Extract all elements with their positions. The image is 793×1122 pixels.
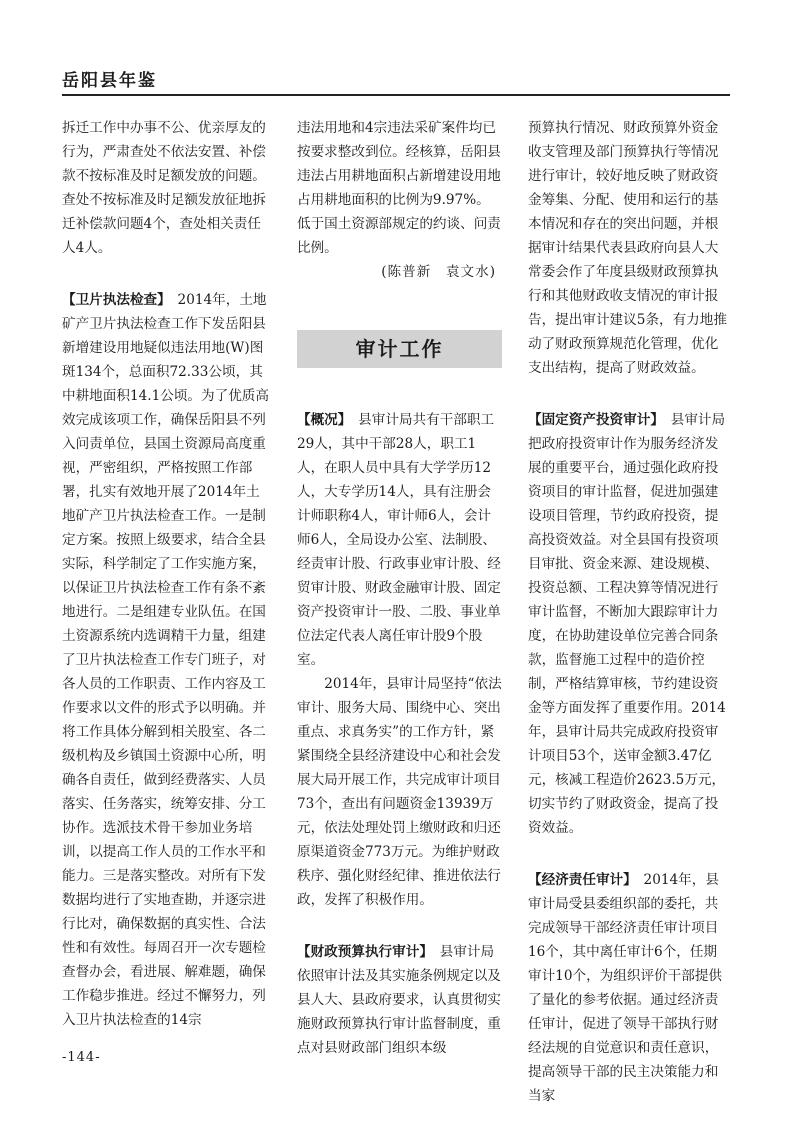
paragraph-economic-responsibility-audit [528, 868, 730, 1108]
paragraph-satellite-enforcement [62, 288, 273, 1032]
yearbook-title: 岳阳县年鉴 [62, 71, 157, 91]
header-rule [62, 94, 730, 96]
heading-fixed-asset-audit: 【固定资产投资审计】 [528, 412, 658, 428]
heading-budget-audit: 【财政预算执行审计】 [297, 944, 427, 960]
paragraph-budget-audit-cont: 预算执行情况、财政预算外资金收支管理及部门预算执行等情况进行审计，较好地反映了财政资金筹集、分配、使用和运行的基本情况和存在的突出问题，并根据审计结果代表县政府向县人大常委会作了年度县级财政预算执行和其他财政收支情况的审计报告，提出审计建议5条，有力地推动了财政预算规范化管理，优化支出结构，提高了财政效益。 [528, 120, 727, 376]
heading-overview: 【概况】 [297, 412, 345, 428]
column-3 [528, 116, 730, 1108]
author-credit: (陈普新 袁文水) [381, 264, 496, 280]
body-fixed-asset-audit: 县审计局把政府投资审计作为服务经济发展的重要平台，通过强化政府投资项目的审计监督，促进加强建设项目管理，节约政府投资，提高投资效益。对全县国有投资项目审批、资金来源、建设规模、投资总额、工程决算等情况进行审计监督，不断加大跟踪审计力度，在协助建设单位完善合同条款，监督施工过程中的造价控制，严格结算审核，节约建设资金等方面发挥了重要作用。2014年，县审计局共完成政府投资审计项目53个，送审金额3.47亿元，核减工程造价2623.5万元，切实节约了财政资金，提高了投资效益。 [528, 412, 726, 836]
column-2 [297, 116, 502, 1060]
page-number: -144- [62, 1050, 101, 1065]
paragraph-fixed-asset-audit [528, 408, 730, 840]
body-overview: 县审计局共有干部职工29人，其中干部28人，职工1人，在职人员中具有大学学历12人，大专学历14人，具有注册会计师职称4人，审计师6人，会计师6人，全局设办公室、法制股、经责审计股、行政事业审计股、经贸审计股、财政金融审计股、固定资产投资审计一股、二股、事业单位法定代表人离任审计股9个股室。 [297, 412, 501, 668]
column-1 [62, 116, 273, 1032]
body-satellite-enforcement: 2014年，土地矿产卫片执法检查工作下发岳阳县新增建设用地疑似违法用地(W)图斑134个，总面积72.33公顷，其中耕地面积14.1公顷。为了优质高效完成该项工作，确保岳阳县不列入问责单位，县国土资源局高度重视，严密组织，严格按照工作部署，扎实有效地开展了2014年土地矿产卫片执法检查工作。一是制定方案。按照上级要求，结合全县实际，科学制定了工作实施方案，以保证卫片执法检查工作有条不紊地进行。二是组建专业队伍。在国土资源系统内选调精干力量，组建了卫片执法检查工作专门班子，对各人员的工作职责、工作内容及工作要求以文件的形式予以明确。并将工作具体分解到相关股室、各二级机构及乡镇国土资源中心所，明确各自责任，做到经费落实、人员落实、任务落实，统筹安排、分工协作。选派技术骨干参加业务培训，以提高工作人员的工作水平和能力。三是落实整改。对所有下发数据均进行了实地查勘，并逐宗进行比对，确保数据的真实性、合法性和有效性。每周召开一次专题检查督办会，看进展、解难题，确保工作稳步推进。经过不懈努力，列入卫片执法检查的14宗 [62, 292, 269, 1028]
heading-satellite-enforcement: 【卫片执法检查】 [62, 292, 164, 308]
section-title-audit: 审计工作 [297, 330, 502, 368]
heading-economic-responsibility-audit: 【经济责任审计】 [528, 872, 630, 888]
paragraph-overview [297, 408, 502, 672]
body-economic-responsibility-audit: 2014年，县审计局受县委组织部的委托，共完成领导干部经济责任审计项目16个，其中离任审计6个，任期审计10个，为组织评价干部提供了量化的参考依据。通过经济责任审计，促进了领导干部执行财经法规的自觉意识和责任意识，提高领导干部的民主决策能力和当家 [528, 872, 723, 1104]
paragraph-rectification: 违法用地和4宗违法采矿案件均已按要求整改到位。经核算，岳阳县违法占用耕地面积占新增建设用地占用耕地面积的比例为9.97%。低于国土资源部规定的约谈、问责比例。 [297, 120, 501, 256]
body-budget-audit: 县审计局依照审计法及其实施条例规定以及县人大、县政府要求，认真贯彻实施财政预算执行审计监督制度，重点对县财政部门组织本级 [297, 944, 501, 1056]
paragraph-budget-audit [297, 940, 502, 1060]
paragraph-demolition: 拆迁工作中办事不公、优亲厚友的行为，严肃查处不依法安置、补偿款不按标准及时足额发放的问题。查处不按标准及时足额发放征地拆迁补偿款问题4个，查处相关责任人4人。 [62, 120, 266, 256]
paragraph-audit-summary: 2014年，县审计局坚持“依法审计、服务大局、围绕中心、突出重点、求真务实”的工作方针，紧紧围绕全县经济建设中心和社会发展大局开展工作，共完成审计项目73个，查出有问题资金13939万元，依法处理处罚上缴财政和归还原渠道资金773万元。为维护财政秩序、强化财经纪律、推进依法行政，发挥了积极作用。 [297, 676, 502, 908]
